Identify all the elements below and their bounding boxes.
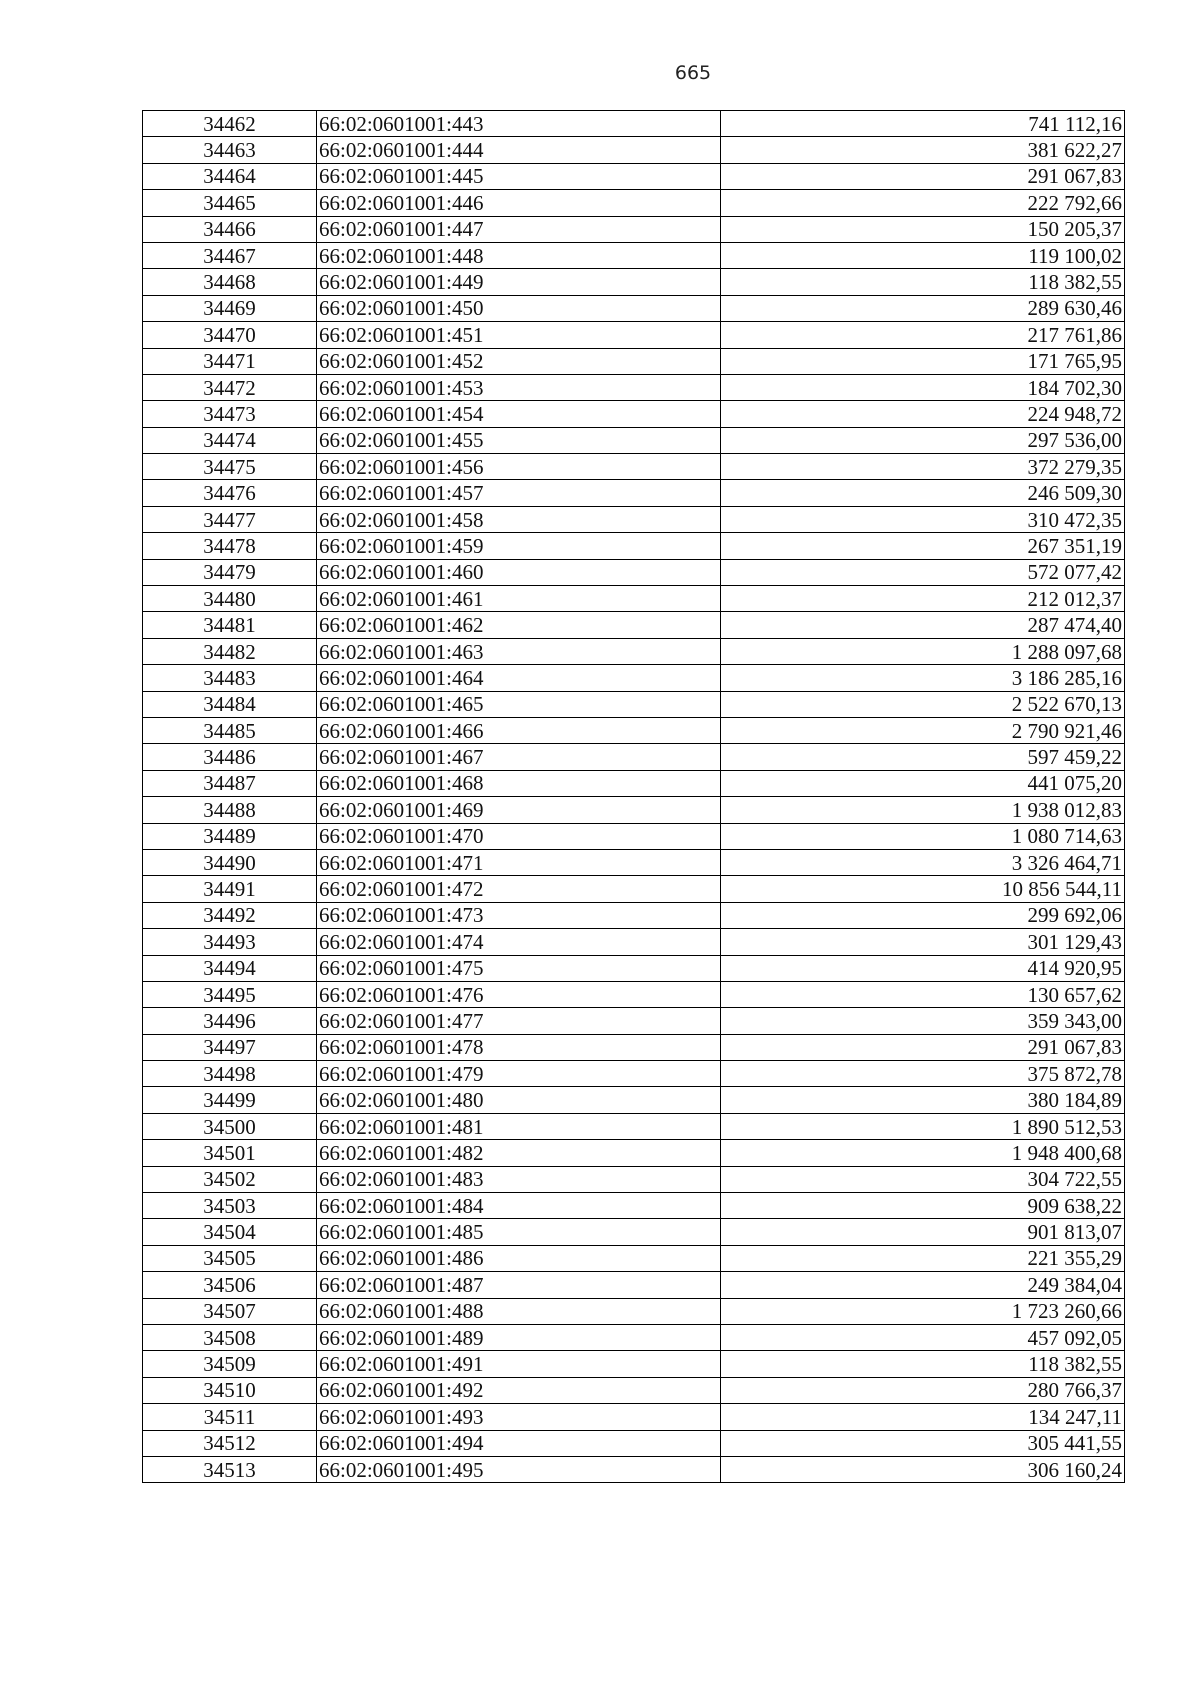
cadastral-number-cell: 66:02:0601001:450: [317, 295, 721, 321]
cadastral-number-cell: 66:02:0601001:475: [317, 955, 721, 981]
cadastral-value-cell: 118 382,55: [721, 1351, 1125, 1377]
table-row: [143, 374, 1125, 400]
cadastral-number-cell: 66:02:0601001:454: [317, 401, 721, 427]
row-number-cell: 34507: [143, 1298, 317, 1324]
cadastral-number-cell: 66:02:0601001:458: [317, 506, 721, 532]
cadastral-value-cell: 372 279,35: [721, 454, 1125, 480]
cadastral-number-cell: 66:02:0601001:455: [317, 427, 721, 453]
table-row: [143, 322, 1125, 348]
cadastral-value-cell: 212 012,37: [721, 586, 1125, 612]
cadastral-number-cell: 66:02:0601001:453: [317, 374, 721, 400]
row-number-cell: 34489: [143, 823, 317, 849]
row-number-cell: 34475: [143, 454, 317, 480]
row-number-cell: 34469: [143, 295, 317, 321]
cadastral-value-cell: 222 792,66: [721, 190, 1125, 216]
cadastral-value-cell: 299 692,06: [721, 902, 1125, 928]
row-number-cell: 34485: [143, 717, 317, 743]
cadastral-value-cell: 2 790 921,46: [721, 717, 1125, 743]
cadastral-value-cell: 3 186 285,16: [721, 665, 1125, 691]
table-row: [143, 770, 1125, 796]
row-number-cell: 34467: [143, 242, 317, 268]
cadastral-value-cell: 297 536,00: [721, 427, 1125, 453]
table-row: [143, 427, 1125, 453]
cadastral-value-cell: 134 247,11: [721, 1404, 1125, 1430]
cadastral-number-cell: 66:02:0601001:448: [317, 242, 721, 268]
cadastral-value-cell: 741 112,16: [721, 111, 1125, 137]
cadastral-number-cell: 66:02:0601001:470: [317, 823, 721, 849]
cadastral-value-cell: 901 813,07: [721, 1219, 1125, 1245]
row-number-cell: 34491: [143, 876, 317, 902]
cadastral-value-cell: 457 092,05: [721, 1324, 1125, 1350]
table-row: [143, 929, 1125, 955]
table-row: [143, 163, 1125, 189]
cadastral-number-cell: 66:02:0601001:480: [317, 1087, 721, 1113]
cadastral-number-cell: 66:02:0601001:494: [317, 1430, 721, 1456]
cadastral-number-cell: 66:02:0601001:473: [317, 902, 721, 928]
cadastral-value-cell: 301 129,43: [721, 929, 1125, 955]
cadastral-value-cell: 381 622,27: [721, 137, 1125, 163]
table-row: [143, 1272, 1125, 1298]
table-row: [143, 533, 1125, 559]
cadastral-value-cell: 267 351,19: [721, 533, 1125, 559]
table-row: [143, 1219, 1125, 1245]
row-number-cell: 34506: [143, 1272, 317, 1298]
cadastral-value-cell: 305 441,55: [721, 1430, 1125, 1456]
row-number-cell: 34464: [143, 163, 317, 189]
row-number-cell: 34499: [143, 1087, 317, 1113]
row-number-cell: 34463: [143, 137, 317, 163]
cadastral-value-cell: 249 384,04: [721, 1272, 1125, 1298]
table-row: [143, 1166, 1125, 1192]
cadastral-number-cell: 66:02:0601001:486: [317, 1245, 721, 1271]
cadastral-value-cell: 414 920,95: [721, 955, 1125, 981]
row-number-cell: 34474: [143, 427, 317, 453]
cadastral-value-cell: 118 382,55: [721, 269, 1125, 295]
cadastral-number-cell: 66:02:0601001:471: [317, 849, 721, 875]
row-number-cell: 34482: [143, 638, 317, 664]
cadastral-number-cell: 66:02:0601001:482: [317, 1140, 721, 1166]
row-number-cell: 34496: [143, 1008, 317, 1034]
table-row: [143, 1245, 1125, 1271]
cadastral-number-cell: 66:02:0601001:463: [317, 638, 721, 664]
table-row: [143, 902, 1125, 928]
cadastral-value-cell: 280 766,37: [721, 1377, 1125, 1403]
cadastral-number-cell: 66:02:0601001:459: [317, 533, 721, 559]
cadastral-number-cell: 66:02:0601001:474: [317, 929, 721, 955]
cadastral-number-cell: 66:02:0601001:447: [317, 216, 721, 242]
table-row: [143, 1456, 1125, 1482]
row-number-cell: 34493: [143, 929, 317, 955]
cadastral-number-cell: 66:02:0601001:487: [317, 1272, 721, 1298]
row-number-cell: 34468: [143, 269, 317, 295]
row-number-cell: 34471: [143, 348, 317, 374]
table-row: [143, 717, 1125, 743]
cadastral-number-cell: 66:02:0601001:488: [317, 1298, 721, 1324]
row-number-cell: 34509: [143, 1351, 317, 1377]
cadastral-value-cell: 224 948,72: [721, 401, 1125, 427]
cadastral-number-cell: 66:02:0601001:485: [317, 1219, 721, 1245]
row-number-cell: 34465: [143, 190, 317, 216]
table-row: [143, 638, 1125, 664]
row-number-cell: 34473: [143, 401, 317, 427]
table-row: [143, 1404, 1125, 1430]
cadastral-value-cell: 184 702,30: [721, 374, 1125, 400]
cadastral-value-cell: 130 657,62: [721, 981, 1125, 1007]
row-number-cell: 34494: [143, 955, 317, 981]
table-row: [143, 744, 1125, 770]
cadastral-value-cell: 10 856 544,11: [721, 876, 1125, 902]
table-row: [143, 586, 1125, 612]
row-number-cell: 34478: [143, 533, 317, 559]
row-number-cell: 34483: [143, 665, 317, 691]
table-row: [143, 348, 1125, 374]
row-number-cell: 34504: [143, 1219, 317, 1245]
table-row: [143, 1034, 1125, 1060]
row-number-cell: 34484: [143, 691, 317, 717]
table-row: [143, 190, 1125, 216]
table-row: [143, 1324, 1125, 1350]
table-row: [143, 876, 1125, 902]
cadastral-value-cell: 1 080 714,63: [721, 823, 1125, 849]
cadastral-number-cell: 66:02:0601001:481: [317, 1113, 721, 1139]
row-number-cell: 34503: [143, 1193, 317, 1219]
cadastral-value-cell: 306 160,24: [721, 1456, 1125, 1482]
cadastral-number-cell: 66:02:0601001:479: [317, 1061, 721, 1087]
table-row: [143, 111, 1125, 137]
cadastral-value-cell: 375 872,78: [721, 1061, 1125, 1087]
cadastral-value-cell: 119 100,02: [721, 242, 1125, 268]
cadastral-value-cell: 217 761,86: [721, 322, 1125, 348]
cadastral-number-cell: 66:02:0601001:465: [317, 691, 721, 717]
row-number-cell: 34512: [143, 1430, 317, 1456]
row-number-cell: 34476: [143, 480, 317, 506]
row-number-cell: 34487: [143, 770, 317, 796]
table-row: [143, 137, 1125, 163]
page-number: 665: [674, 62, 712, 84]
row-number-cell: 34505: [143, 1245, 317, 1271]
cadastral-value-cell: 572 077,42: [721, 559, 1125, 585]
cadastral-number-cell: 66:02:0601001:467: [317, 744, 721, 770]
row-number-cell: 34501: [143, 1140, 317, 1166]
table-row: [143, 1140, 1125, 1166]
cadastral-number-cell: 66:02:0601001:464: [317, 665, 721, 691]
cadastral-number-cell: 66:02:0601001:478: [317, 1034, 721, 1060]
table-row: [143, 1008, 1125, 1034]
table-row: [143, 1113, 1125, 1139]
cadastral-value-cell: 359 343,00: [721, 1008, 1125, 1034]
row-number-cell: 34513: [143, 1456, 317, 1482]
cadastral-number-cell: 66:02:0601001:491: [317, 1351, 721, 1377]
cadastral-number-cell: 66:02:0601001:445: [317, 163, 721, 189]
table-row: [143, 401, 1125, 427]
cadastral-value-table: [142, 110, 1125, 1483]
table-row: [143, 981, 1125, 1007]
table-row: [143, 1087, 1125, 1113]
row-number-cell: 34466: [143, 216, 317, 242]
row-number-cell: 34477: [143, 506, 317, 532]
table-row: [143, 216, 1125, 242]
cadastral-value-cell: 909 638,22: [721, 1193, 1125, 1219]
row-number-cell: 34495: [143, 981, 317, 1007]
cadastral-number-cell: 66:02:0601001:476: [317, 981, 721, 1007]
cadastral-value-cell: 1 723 260,66: [721, 1298, 1125, 1324]
cadastral-number-cell: 66:02:0601001:477: [317, 1008, 721, 1034]
cadastral-number-cell: 66:02:0601001:443: [317, 111, 721, 137]
table-row: [143, 559, 1125, 585]
table-row: [143, 480, 1125, 506]
cadastral-number-cell: 66:02:0601001:449: [317, 269, 721, 295]
row-number-cell: 34500: [143, 1113, 317, 1139]
cadastral-value-cell: 441 075,20: [721, 770, 1125, 796]
table-row: [143, 665, 1125, 691]
table-row: [143, 295, 1125, 321]
cadastral-value-cell: 1 948 400,68: [721, 1140, 1125, 1166]
cadastral-value-cell: 291 067,83: [721, 1034, 1125, 1060]
cadastral-number-cell: 66:02:0601001:483: [317, 1166, 721, 1192]
row-number-cell: 34481: [143, 612, 317, 638]
row-number-cell: 34479: [143, 559, 317, 585]
row-number-cell: 34492: [143, 902, 317, 928]
table-row: [143, 269, 1125, 295]
cadastral-number-cell: 66:02:0601001:484: [317, 1193, 721, 1219]
cadastral-number-cell: 66:02:0601001:452: [317, 348, 721, 374]
cadastral-value-cell: 304 722,55: [721, 1166, 1125, 1192]
table-row: [143, 797, 1125, 823]
table-row: [143, 506, 1125, 532]
table-row: [143, 612, 1125, 638]
row-number-cell: 34510: [143, 1377, 317, 1403]
cadastral-value-cell: 1 890 512,53: [721, 1113, 1125, 1139]
row-number-cell: 34462: [143, 111, 317, 137]
cadastral-number-cell: 66:02:0601001:492: [317, 1377, 721, 1403]
row-number-cell: 34486: [143, 744, 317, 770]
row-number-cell: 34472: [143, 374, 317, 400]
cadastral-number-cell: 66:02:0601001:451: [317, 322, 721, 348]
cadastral-value-cell: 221 355,29: [721, 1245, 1125, 1271]
cadastral-value-cell: 1 938 012,83: [721, 797, 1125, 823]
cadastral-value-cell: 3 326 464,71: [721, 849, 1125, 875]
row-number-cell: 34497: [143, 1034, 317, 1060]
row-number-cell: 34490: [143, 849, 317, 875]
cadastral-value-cell: 150 205,37: [721, 216, 1125, 242]
table-row: [143, 955, 1125, 981]
cadastral-number-cell: 66:02:0601001:489: [317, 1324, 721, 1350]
cadastral-number-cell: 66:02:0601001:495: [317, 1456, 721, 1482]
table-row: [143, 823, 1125, 849]
row-number-cell: 34508: [143, 1324, 317, 1350]
cadastral-number-cell: 66:02:0601001:466: [317, 717, 721, 743]
row-number-cell: 34488: [143, 797, 317, 823]
row-number-cell: 34470: [143, 322, 317, 348]
cadastral-value-cell: 380 184,89: [721, 1087, 1125, 1113]
cadastral-number-cell: 66:02:0601001:493: [317, 1404, 721, 1430]
table-row: [143, 1430, 1125, 1456]
cadastral-value-cell: 289 630,46: [721, 295, 1125, 321]
row-number-cell: 34511: [143, 1404, 317, 1430]
cadastral-number-cell: 66:02:0601001:444: [317, 137, 721, 163]
table-row: [143, 242, 1125, 268]
table-row: [143, 849, 1125, 875]
cadastral-number-cell: 66:02:0601001:446: [317, 190, 721, 216]
table-row: [143, 691, 1125, 717]
table-row: [143, 1377, 1125, 1403]
cadastral-number-cell: 66:02:0601001:462: [317, 612, 721, 638]
cadastral-number-cell: 66:02:0601001:469: [317, 797, 721, 823]
row-number-cell: 34480: [143, 586, 317, 612]
table-row: [143, 1061, 1125, 1087]
table-row: [143, 1351, 1125, 1377]
cadastral-number-cell: 66:02:0601001:457: [317, 480, 721, 506]
cadastral-value-cell: 287 474,40: [721, 612, 1125, 638]
cadastral-value-cell: 291 067,83: [721, 163, 1125, 189]
cadastral-number-cell: 66:02:0601001:468: [317, 770, 721, 796]
table-body: [143, 111, 1125, 1483]
cadastral-number-cell: 66:02:0601001:461: [317, 586, 721, 612]
cadastral-value-cell: 2 522 670,13: [721, 691, 1125, 717]
cadastral-value-cell: 310 472,35: [721, 506, 1125, 532]
cadastral-number-cell: 66:02:0601001:472: [317, 876, 721, 902]
row-number-cell: 34502: [143, 1166, 317, 1192]
table-row: [143, 1193, 1125, 1219]
cadastral-number-cell: 66:02:0601001:456: [317, 454, 721, 480]
table-row: [143, 1298, 1125, 1324]
table-row: [143, 454, 1125, 480]
cadastral-value-cell: 1 288 097,68: [721, 638, 1125, 664]
cadastral-number-cell: 66:02:0601001:460: [317, 559, 721, 585]
cadastral-value-cell: 171 765,95: [721, 348, 1125, 374]
cadastral-value-cell: 597 459,22: [721, 744, 1125, 770]
cadastral-value-cell: 246 509,30: [721, 480, 1125, 506]
row-number-cell: 34498: [143, 1061, 317, 1087]
